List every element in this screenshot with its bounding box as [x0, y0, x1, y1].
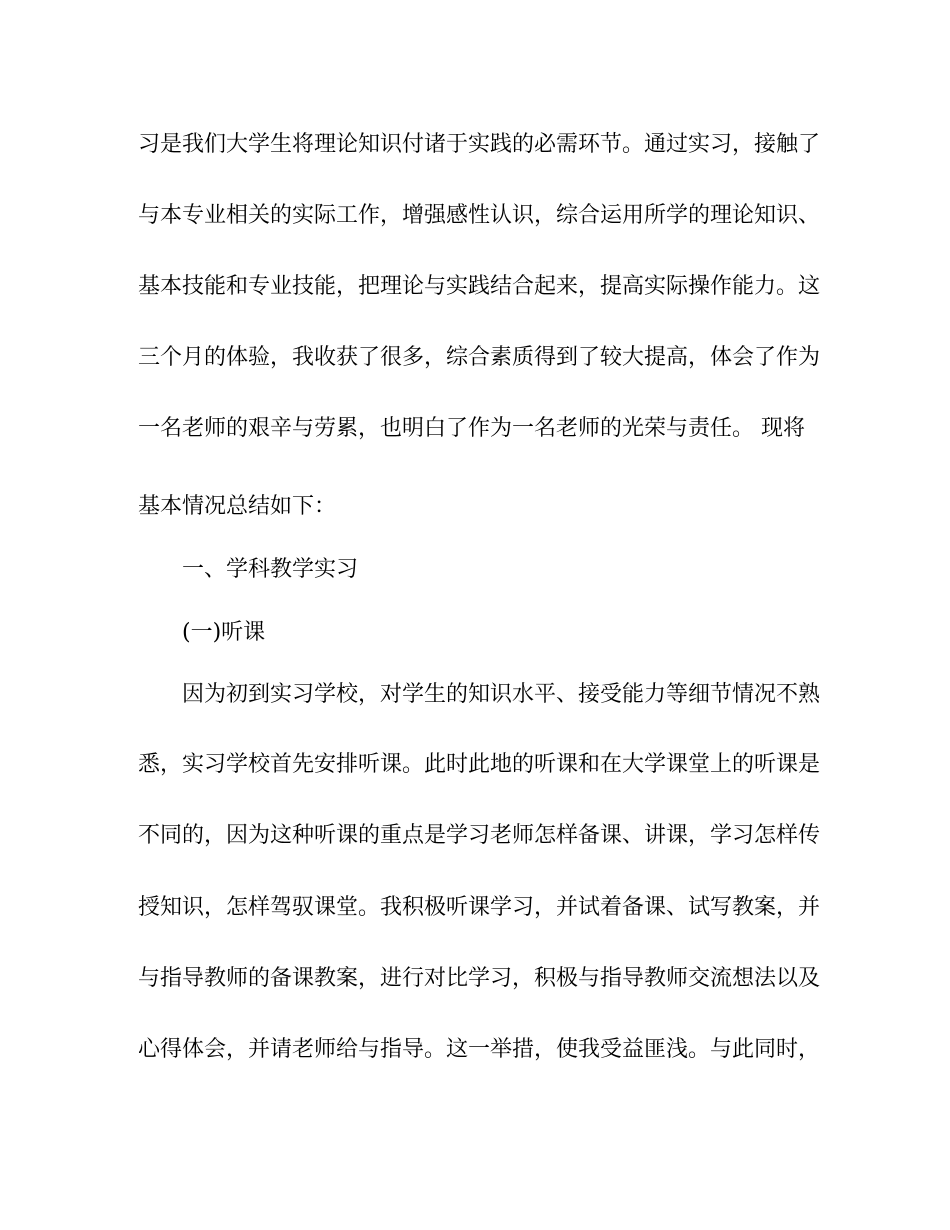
paragraph-line: 因为初到实习学校，对学生的知识水平、接受能力等细节情况不熟 — [182, 682, 821, 707]
paragraph-line: 不同的，因为这种听课的重点是学习老师怎样备课、讲课，学习怎样传 — [138, 823, 821, 848]
paragraph-line: 一名老师的艰辛与劳累，也明白了作为一名老师的光荣与责任。 现将 — [138, 416, 805, 441]
paragraph-line: 悉，实习学校首先安排听课。此时此地的听课和在大学课堂上的听课是 — [138, 752, 821, 777]
paragraph-line: 与本专业相关的实际工作，增强感性认识，综合运用所学的理论知识、 — [138, 203, 821, 228]
paragraph-line: 基本情况总结如下： — [138, 494, 337, 519]
paragraph-line: 习是我们大学生将理论知识付诸于实践的必需环节。通过实习，接触了 — [138, 132, 821, 157]
paragraph-line: 心得体会，并请老师给与指导。这一举措，使我受益匪浅。与此同时， — [138, 1037, 821, 1062]
subsection-heading: (一)听课 — [182, 620, 266, 645]
section-heading: 一、学科教学实习 — [182, 557, 359, 582]
paragraph-line: 基本技能和专业技能，把理论与实践结合起来，提高实际操作能力。这 — [138, 274, 821, 299]
paragraph-line: 授知识，怎样驾驭课堂。我积极听课学习，并试着备课、试写教案，并 — [138, 895, 821, 920]
paragraph-line: 与指导教师的备课教案，进行对比学习，积极与指导教师交流想法以及 — [138, 966, 821, 991]
paragraph-line: 三个月的体验，我收获了很多，综合素质得到了较大提高，体会了作为 — [138, 345, 821, 370]
